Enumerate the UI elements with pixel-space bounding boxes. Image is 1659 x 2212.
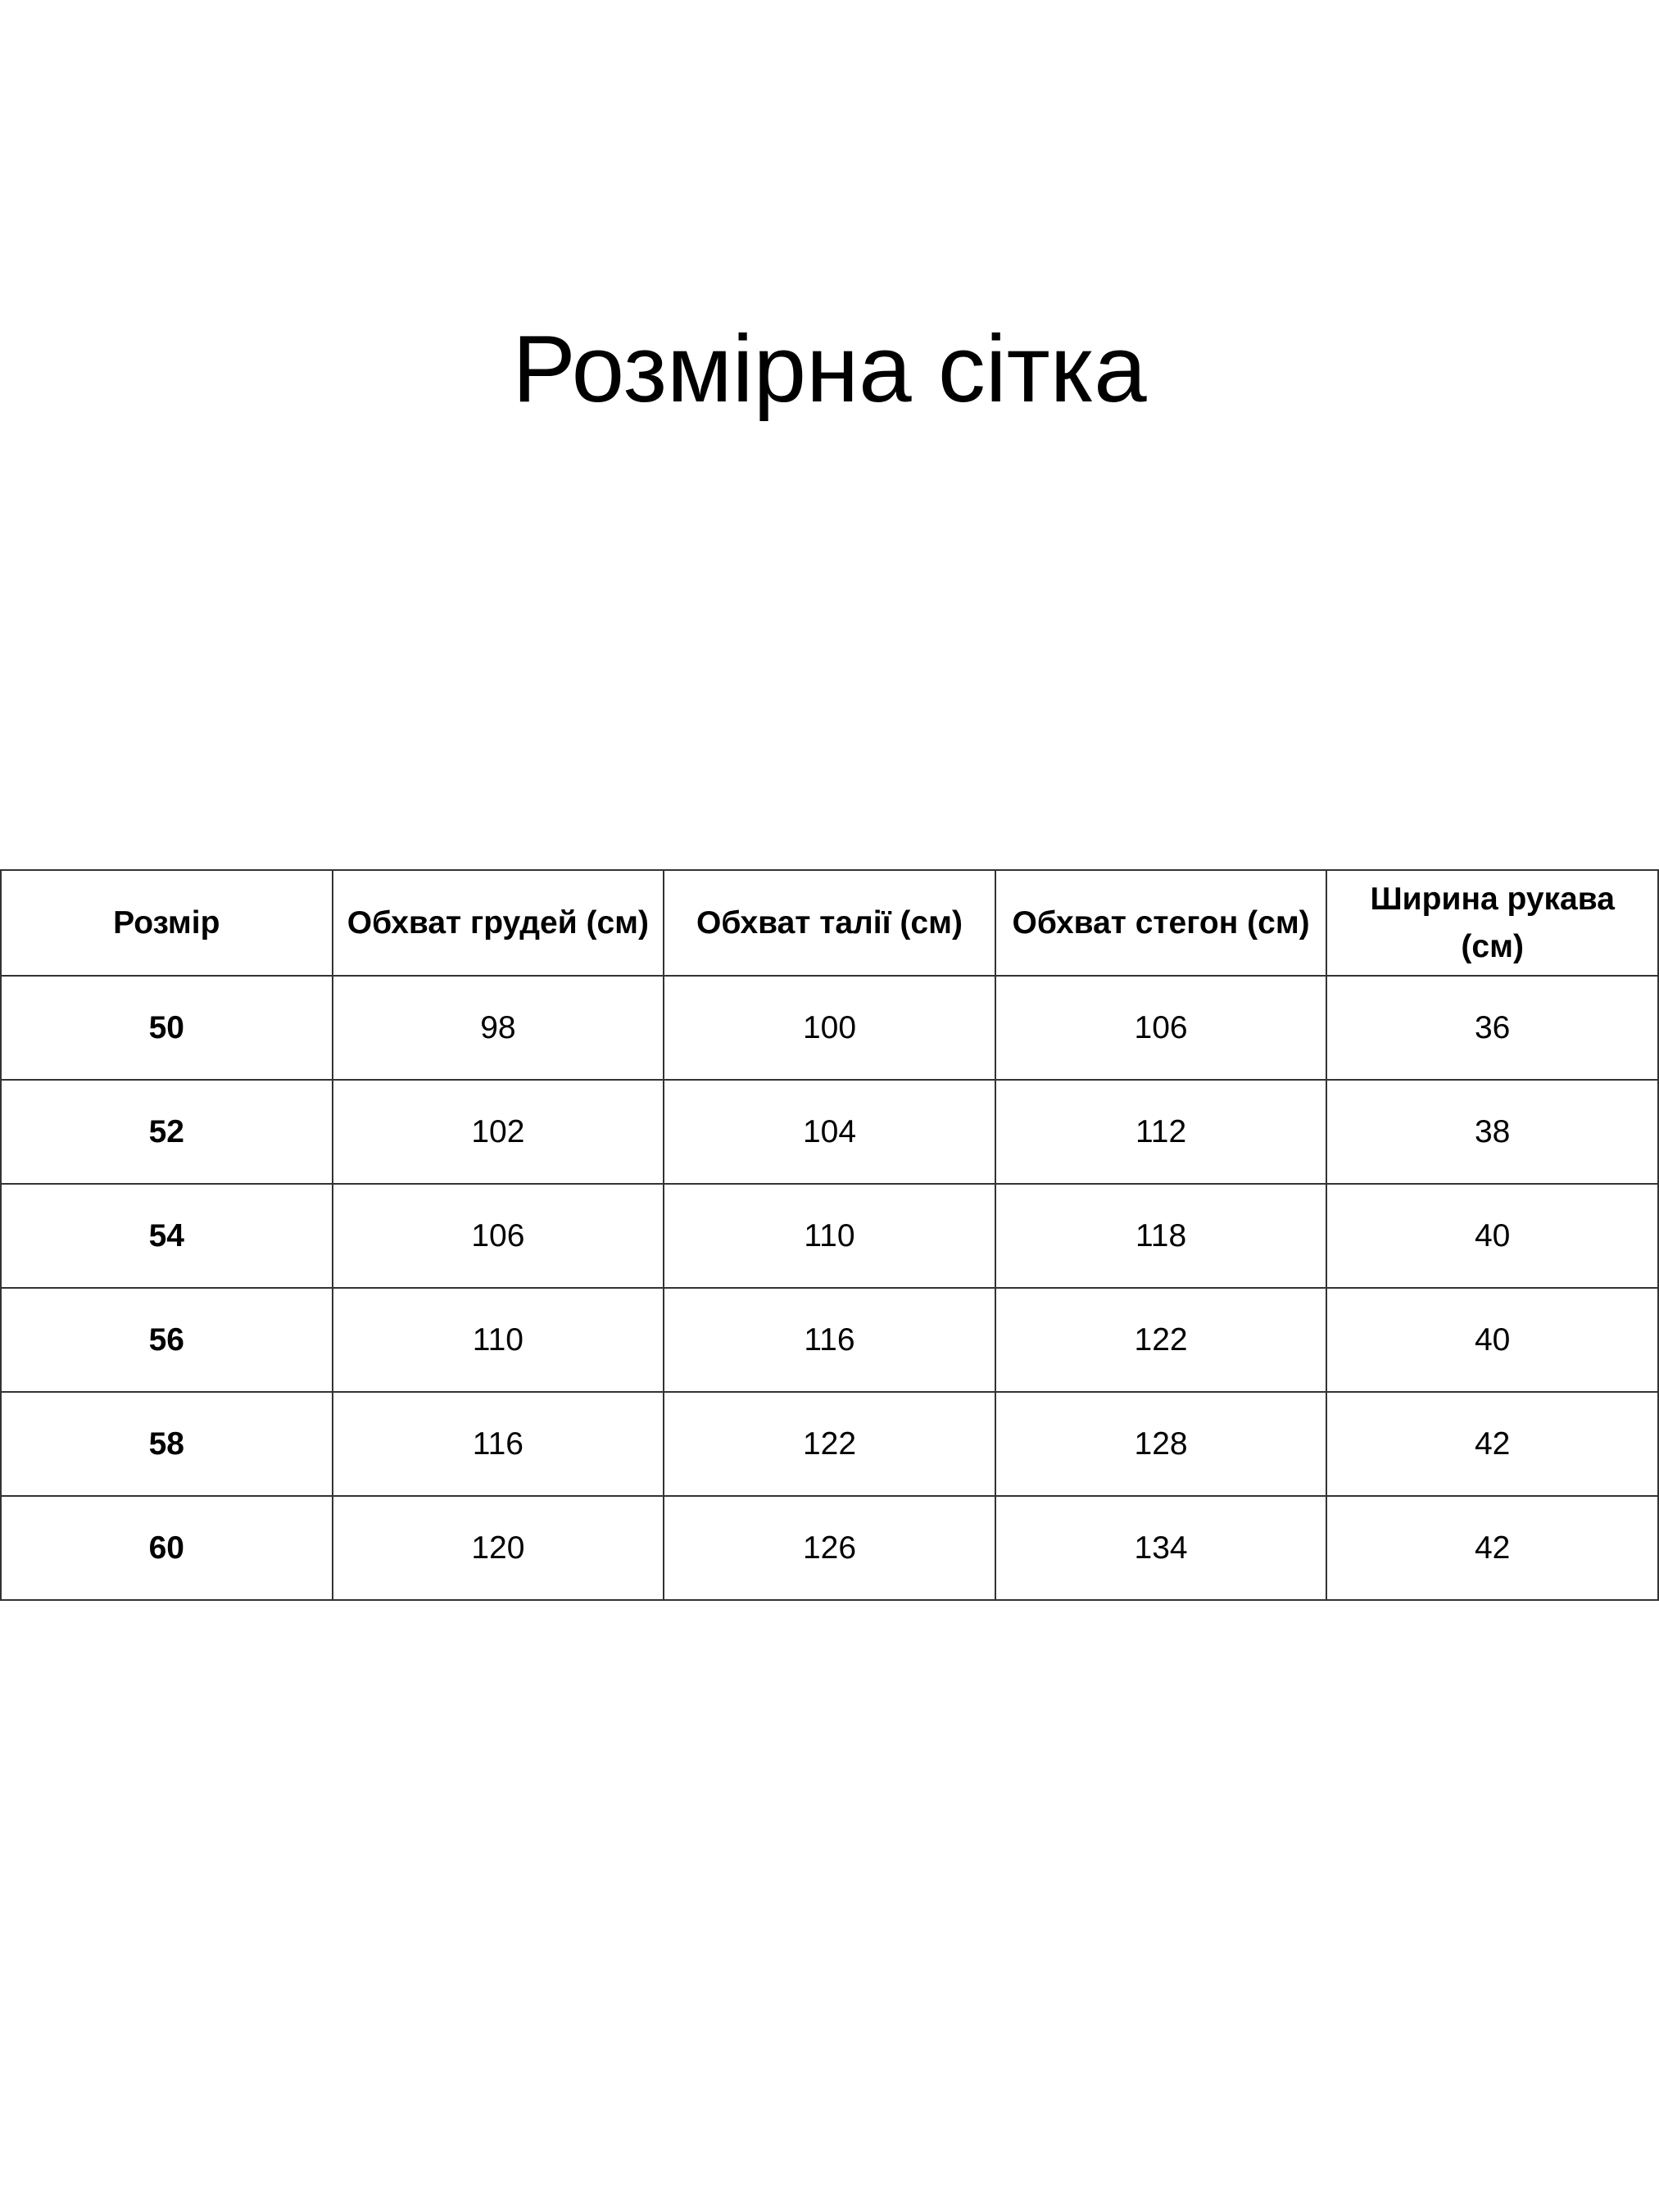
size-cell: 60 bbox=[1, 1496, 333, 1600]
waist-cell: 126 bbox=[664, 1496, 995, 1600]
size-chart-table bbox=[0, 869, 1659, 1601]
chest-cell: 106 bbox=[333, 1184, 664, 1288]
size-cell: 58 bbox=[1, 1392, 333, 1496]
hips-cell: 112 bbox=[995, 1080, 1327, 1184]
size-cell: 50 bbox=[1, 976, 333, 1080]
hips-cell: 122 bbox=[995, 1288, 1327, 1392]
waist-cell: 122 bbox=[664, 1392, 995, 1496]
sleeve-cell: 36 bbox=[1326, 976, 1658, 1080]
header-hips: Обхват стегон (см) bbox=[995, 870, 1327, 976]
table-row bbox=[1, 1496, 1658, 1600]
waist-cell: 110 bbox=[664, 1184, 995, 1288]
table-body bbox=[1, 976, 1658, 1600]
size-cell: 56 bbox=[1, 1288, 333, 1392]
waist-cell: 100 bbox=[664, 976, 995, 1080]
sleeve-cell: 42 bbox=[1326, 1496, 1658, 1600]
sleeve-cell: 42 bbox=[1326, 1392, 1658, 1496]
header-size: Розмір bbox=[1, 870, 333, 976]
hips-cell: 118 bbox=[995, 1184, 1327, 1288]
table-row bbox=[1, 1288, 1658, 1392]
waist-cell: 116 bbox=[664, 1288, 995, 1392]
hips-cell: 128 bbox=[995, 1392, 1327, 1496]
chest-cell: 102 bbox=[333, 1080, 664, 1184]
hips-cell: 106 bbox=[995, 976, 1327, 1080]
chest-cell: 110 bbox=[333, 1288, 664, 1392]
waist-cell: 104 bbox=[664, 1080, 995, 1184]
sleeve-cell: 40 bbox=[1326, 1288, 1658, 1392]
sleeve-cell: 40 bbox=[1326, 1184, 1658, 1288]
header-sleeve: Ширина рукава (см) bbox=[1326, 870, 1658, 976]
size-cell: 52 bbox=[1, 1080, 333, 1184]
header-row bbox=[1, 870, 1658, 976]
table-row bbox=[1, 1392, 1658, 1496]
table-row bbox=[1, 1184, 1658, 1288]
sleeve-cell: 38 bbox=[1326, 1080, 1658, 1184]
table-header bbox=[1, 870, 1658, 976]
chest-cell: 116 bbox=[333, 1392, 664, 1496]
size-cell: 54 bbox=[1, 1184, 333, 1288]
table-row bbox=[1, 1080, 1658, 1184]
page-title: Розмірна сітка bbox=[512, 315, 1147, 422]
header-chest: Обхват грудей (см) bbox=[333, 870, 664, 976]
hips-cell: 134 bbox=[995, 1496, 1327, 1600]
table-row bbox=[1, 976, 1658, 1080]
chest-cell: 120 bbox=[333, 1496, 664, 1600]
chest-cell: 98 bbox=[333, 976, 664, 1080]
header-waist: Обхват талії (см) bbox=[664, 870, 995, 976]
